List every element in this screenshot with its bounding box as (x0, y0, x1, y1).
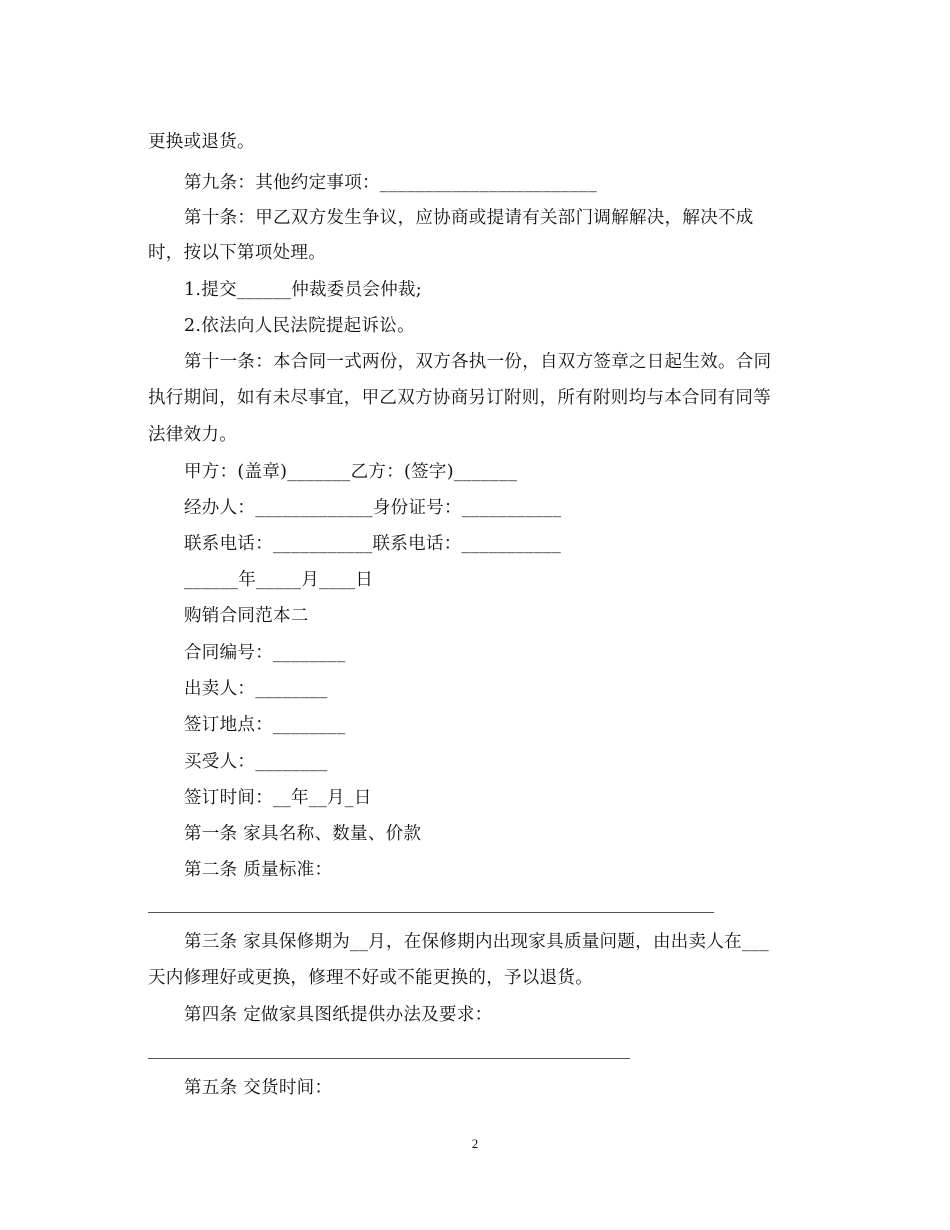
text-line: 第四条 定做家具图纸提供办法及要求： (184, 1005, 493, 1025)
text-line: 时，按以下第项处理。 (148, 243, 326, 263)
text-line: 第五条 交货时间： (184, 1078, 333, 1098)
text-line: 甲方：(盖章)_______乙方：(签字)_______ (184, 462, 518, 482)
text-line: 经办人：_____________身份证号：___________ (184, 498, 562, 518)
fill-in-rule (148, 912, 714, 913)
section-heading: 购销合同范本二 (184, 606, 309, 626)
page-number: 2 (471, 1136, 479, 1151)
text-line: ______年_____月____日 (184, 570, 374, 590)
text-line: 天内修理好或更换，修理不好或不能更换的，予以退货。 (148, 968, 593, 988)
text-line: 执行期间，如有未尽事宜，甲乙双方协商另订附则，所有附则均与本合同有同等 (148, 388, 771, 408)
text-line: 合同编号：________ (184, 643, 346, 663)
text-line: 第十一条：本合同一式两份，双方各执一份，自双方签章之日起生效。合同 (184, 352, 772, 372)
text-line: 第九条：其他约定事项：________________________ (184, 173, 597, 193)
text-line: 1.提交______仲裁委员会仲裁; (184, 280, 422, 300)
text-line: 签订地点：________ (184, 715, 346, 735)
text-line: 2.依法向人民法院提起诉讼。 (184, 316, 415, 336)
text-line: 第一条 家具名称、数量、价款 (184, 824, 422, 844)
text-line: 联系电话：___________联系电话：___________ (184, 534, 562, 554)
text-line: 出卖人：________ (184, 679, 328, 699)
fill-in-rule (148, 1058, 630, 1059)
text-line: 法律效力。 (148, 425, 237, 445)
text-line: 第三条 家具保修期为__月，在保修期内出现家具质量问题，由出卖人在___ (184, 932, 770, 952)
text-line: 第十条：甲乙双方发生争议，应协商或提请有关部门调解解决，解决不成 (184, 208, 754, 228)
text-line: 第二条 质量标准： (184, 860, 333, 880)
text-line: 买受人：________ (184, 752, 328, 772)
text-line: 更换或退货。 (148, 132, 255, 152)
text-line: 签订时间：__年__月_日 (184, 788, 372, 808)
